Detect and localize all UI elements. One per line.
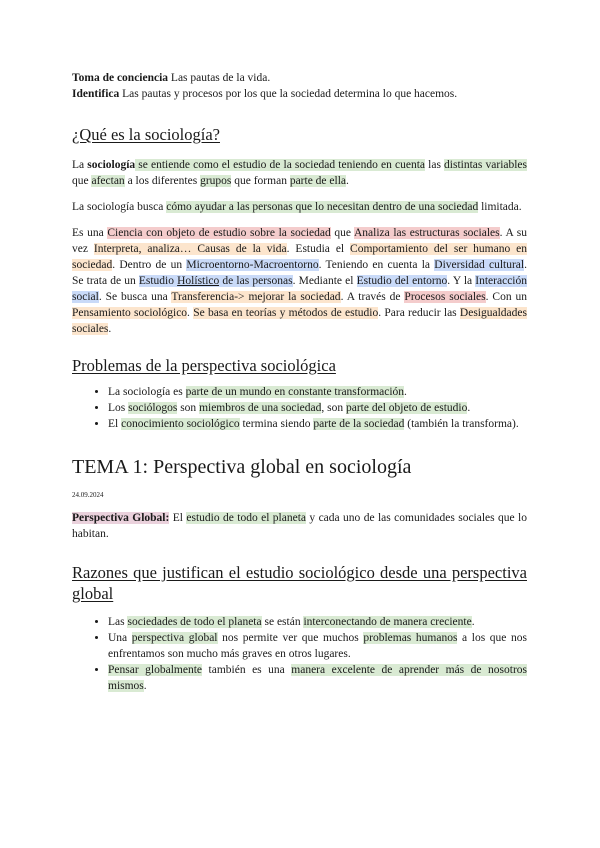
paragraph-ciencia bbox=[72, 225, 527, 337]
text-run: . Dentro de un bbox=[112, 259, 187, 271]
text-run: . bbox=[467, 402, 471, 414]
highlight-green: perspectiva global bbox=[131, 632, 218, 644]
text-run: son bbox=[177, 402, 200, 414]
text-run: Los bbox=[108, 402, 129, 414]
paragraph-perspectiva-global bbox=[72, 510, 527, 542]
highlight-blue: Diversidad cultural bbox=[434, 259, 525, 271]
text-run: , son bbox=[321, 402, 346, 414]
text-run: . bbox=[143, 680, 147, 692]
heading-razones: Razones que justifican el estudio sociológico desde una perspectiva global bbox=[72, 563, 527, 603]
highlight-red: Procesos sociales bbox=[404, 291, 486, 303]
bold-term: sociología bbox=[87, 159, 136, 171]
intro-line-1 bbox=[72, 70, 527, 86]
list-item bbox=[108, 416, 527, 432]
highlight-green: manera excelente de aprender más de nosotros mismos bbox=[108, 664, 527, 692]
highlight-green: problemas humanos bbox=[363, 632, 458, 644]
text-run: El bbox=[108, 418, 122, 430]
text-run: . Teniendo en cuenta la bbox=[318, 259, 435, 271]
text-run: que forman bbox=[231, 175, 290, 187]
highlight-green: sociedades de todo el planeta bbox=[127, 616, 262, 628]
highlight-red: Analiza las estructuras sociales bbox=[353, 227, 500, 239]
date-label: 24.09.2024 bbox=[72, 491, 104, 499]
text-run: . A través de bbox=[340, 291, 405, 303]
text-run: . Para reducir las bbox=[378, 307, 460, 319]
text-run: a los que nos enfrentamos son mucho más graves en otros lugares. bbox=[108, 632, 527, 660]
highlight-green: parte del objeto de estudio bbox=[345, 402, 468, 414]
highlight-green: sociólogos bbox=[128, 402, 178, 414]
highlight-green: grupos bbox=[200, 175, 232, 187]
text-run: . bbox=[187, 307, 194, 319]
text-run: . bbox=[471, 616, 475, 628]
text-run: también es una bbox=[202, 664, 292, 676]
text-run: termina siendo bbox=[239, 418, 314, 430]
intro-text: Las pautas y procesos por los que la sociedad determina lo que hacemos. bbox=[119, 88, 458, 100]
highlight-orange: Pensamiento sociológico bbox=[72, 307, 188, 319]
highlight-blue: de las personas bbox=[219, 275, 293, 287]
tema-title: TEMA 1: Perspectiva global en sociología bbox=[72, 456, 412, 478]
text-run: . bbox=[108, 323, 112, 335]
heading-problemas bbox=[72, 355, 527, 376]
list-item bbox=[108, 630, 527, 662]
list-item bbox=[108, 400, 527, 416]
text-run: Las bbox=[108, 616, 128, 628]
text-run: que bbox=[72, 175, 92, 187]
text-run: las bbox=[425, 159, 445, 171]
heading-text: Problemas de la perspectiva sociológica bbox=[72, 356, 336, 375]
text-run: . Estudia el bbox=[286, 243, 351, 255]
document-content bbox=[72, 70, 527, 694]
intro-text: Las pautas de la vida. bbox=[168, 72, 271, 84]
intro-line-2 bbox=[72, 86, 527, 102]
text-run: nos permite ver que muchos bbox=[217, 632, 364, 644]
text-run: . Se busca una bbox=[98, 291, 172, 303]
text-run: (también la transforma). bbox=[404, 418, 519, 430]
highlight-green: miembros de una sociedad bbox=[199, 402, 322, 414]
highlight-green: interconectando de manera creciente bbox=[303, 616, 472, 628]
highlight-orange: Transferencia-> mejorar la sociedad bbox=[171, 291, 341, 303]
highlight-blue: Microentorno-Macroentorno bbox=[186, 259, 319, 271]
highlight-pink-term: Perspectiva Global: bbox=[72, 512, 170, 524]
text-run: . A su vez bbox=[72, 227, 527, 255]
highlight-green: parte de ella bbox=[289, 175, 347, 187]
highlight-orange: Se basa en teorías y métodos de estudio bbox=[193, 307, 379, 319]
text-run: . Mediante el bbox=[292, 275, 357, 287]
text-run: La bbox=[72, 159, 88, 171]
text-run: limitada. bbox=[478, 201, 522, 213]
heading-que-es-sociologia: ¿Qué es la sociología? bbox=[72, 125, 220, 144]
highlight-blue: Interacción social bbox=[72, 275, 527, 303]
list-problemas bbox=[72, 384, 527, 432]
highlight-blue: Holístico bbox=[177, 275, 220, 287]
paragraph-definicion bbox=[72, 157, 527, 189]
paragraph-busca bbox=[72, 199, 527, 215]
list-razones bbox=[72, 614, 527, 694]
list-item bbox=[108, 662, 527, 694]
highlight-blue: Estudio bbox=[138, 275, 178, 287]
highlight-green: teniendo en cuenta bbox=[335, 159, 426, 171]
text-run: . bbox=[346, 175, 349, 187]
text-run: La sociología es bbox=[108, 386, 186, 398]
highlight-green: cómo ayudar a las personas que lo necesitan dentro de una sociedad bbox=[166, 201, 479, 213]
highlight-green: parte de un mundo en constante transformación bbox=[185, 386, 405, 398]
highlight-green: Pensar globalmente bbox=[108, 664, 203, 676]
list-item bbox=[108, 614, 527, 630]
intro-term: Identifica bbox=[72, 88, 120, 100]
text-run: . bbox=[404, 386, 407, 398]
highlight-green: distintas variables bbox=[444, 159, 528, 171]
text-run: a los diferentes bbox=[124, 175, 201, 187]
highlight-green: conocimiento sociológico bbox=[121, 418, 240, 430]
text-run: Una bbox=[108, 632, 132, 644]
highlight-green: se entiende como el estudio de la sociedad bbox=[135, 159, 336, 171]
highlight-red: Ciencia con objeto de estudio sobre la sociedad bbox=[107, 227, 331, 239]
intro-term: Toma de conciencia bbox=[72, 72, 169, 84]
text-run: . Con un bbox=[485, 291, 527, 303]
text-run: El bbox=[169, 512, 187, 524]
text-run: y cada uno de las comunidades sociales que lo habitan. bbox=[72, 512, 527, 540]
highlight-orange: Comportamiento del ser humano en sociedad bbox=[72, 243, 528, 271]
text-run: . Y la bbox=[447, 275, 476, 287]
highlight-blue: Estudio del entorno bbox=[356, 275, 448, 287]
text-run: que bbox=[330, 227, 354, 239]
text-run: Es una bbox=[72, 227, 108, 239]
list-item bbox=[108, 384, 527, 400]
text-run: . Se trata de un bbox=[72, 259, 527, 287]
highlight-orange: Desigualdades sociales bbox=[72, 307, 527, 335]
text-run: se están bbox=[261, 616, 304, 628]
text-run: La sociología busca bbox=[72, 201, 167, 213]
highlight-orange: Interpreta, analiza… Causas de la vida bbox=[93, 243, 287, 255]
highlight-green: afectan bbox=[91, 175, 125, 187]
highlight-green: parte de la sociedad bbox=[313, 418, 405, 430]
highlight-green: estudio de todo el planeta bbox=[186, 512, 307, 524]
